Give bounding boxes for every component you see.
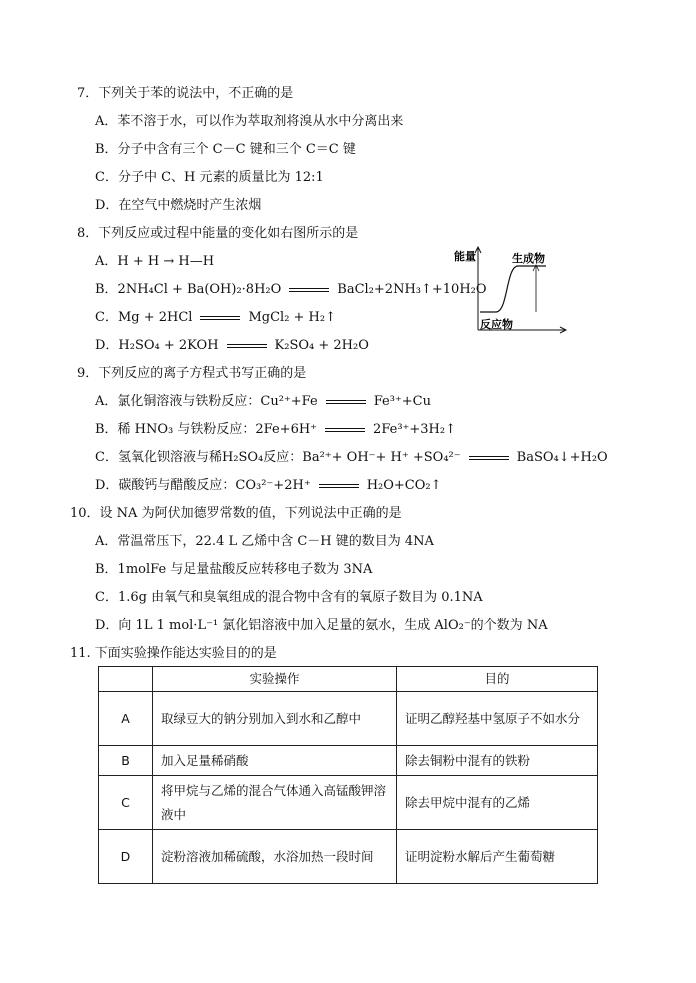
q9-option-c-left: C．氢氧化钡溶液与稀H₂SO₄反应：Ba²⁺+ OH⁻+ H⁺ +SO₄²⁻ bbox=[95, 450, 461, 465]
q7-option-b: B．分子中含有三个 C－C 键和三个 C＝C 键 bbox=[95, 142, 356, 157]
equation-arrow bbox=[319, 484, 359, 488]
q7-option-c: C．分子中 C、H 元素的质量比为 12:1 bbox=[95, 170, 324, 185]
q8-stem: 8．下列反应或过程中能量的变化如右图所示的是 bbox=[77, 226, 359, 241]
q8-option-b-left: B．2NH₄Cl + Ba(OH)₂·8H₂O bbox=[95, 282, 282, 297]
q10-stem: 10．设 NA 为阿伏加德罗常数的值，下列说法中正确的是 bbox=[70, 506, 402, 521]
q8-option-b bbox=[95, 278, 487, 297]
q8-option-c-right: MgCl₂ + H₂↑ bbox=[248, 310, 336, 325]
q7-stem: 7．下列关于苯的说法中，不正确的是 bbox=[77, 86, 294, 101]
operation-cell: 加入足量稀硝酸 bbox=[153, 746, 397, 776]
equation-arrow bbox=[289, 288, 329, 292]
q8-option-c-left: C．Mg + 2HCl bbox=[95, 310, 193, 325]
q9-option-b-left: B．稀 HNO₃ 与铁粉反应：2Fe+6H⁺ bbox=[95, 422, 318, 437]
product-label: 生成物 bbox=[512, 252, 545, 265]
q8-option-d-left: D．H₂SO₄ + 2KOH bbox=[95, 338, 219, 353]
table-row bbox=[99, 692, 598, 746]
y-axis-label: 能量 bbox=[454, 250, 476, 263]
equation-arrow bbox=[200, 316, 240, 320]
operation-cell: 取绿豆大的钠分别加入到水和乙醇中 bbox=[153, 692, 397, 746]
table-header-cell bbox=[99, 667, 153, 692]
table-header-row bbox=[99, 667, 598, 692]
row-label: A bbox=[99, 692, 153, 746]
purpose-cell: 证明淀粉水解后产生葡萄糖 bbox=[397, 830, 598, 884]
q8-option-c bbox=[95, 306, 336, 325]
q9-option-a-left: A．氯化铜溶液与铁粉反应：Cu²⁺+Fe bbox=[95, 394, 318, 409]
equation-arrow bbox=[326, 400, 366, 404]
table-row bbox=[99, 776, 598, 830]
q9-stem: 9．下列反应的离子方程式书写正确的是 bbox=[77, 366, 307, 381]
q7-option-a: A．苯不溶于水，可以作为萃取剂将溴从水中分离出来 bbox=[95, 114, 404, 129]
row-label: B bbox=[99, 746, 153, 776]
table-row bbox=[99, 746, 598, 776]
table-row bbox=[99, 830, 598, 884]
energy-diagram bbox=[452, 244, 572, 336]
purpose-cell: 证明乙醇羟基中氢原子不如水分 bbox=[397, 692, 598, 746]
operation-cell: 将甲烷与乙烯的混合气体通入高锰酸钾溶液中 bbox=[153, 776, 397, 830]
q9-option-d-right: H₂O+CO₂↑ bbox=[366, 478, 442, 493]
q9-option-d-left: D．碳酸钙与醋酸反应：CO₃²⁻+2H⁺ bbox=[95, 478, 311, 493]
operation-cell: 淀粉溶液加稀硫酸，水浴加热一段时间 bbox=[153, 830, 397, 884]
table-header-cell: 目的 bbox=[397, 667, 598, 692]
q8-option-d-right: K₂SO₄ + 2H₂O bbox=[274, 338, 369, 353]
q9-option-c-right: BaSO₄↓+H₂O bbox=[516, 450, 608, 465]
energy-diagram-svg bbox=[452, 244, 572, 336]
q8-option-d bbox=[95, 334, 369, 353]
q7-option-d: D．在空气中燃烧时产生浓烟 bbox=[95, 198, 262, 213]
equation-arrow bbox=[469, 456, 509, 460]
q10-option-b: B．1molFe 与足量盐酸反应转移电子数为 3NA bbox=[95, 562, 373, 577]
q9-option-b bbox=[95, 418, 456, 437]
row-label: C bbox=[99, 776, 153, 830]
q8-option-a: A．H + H → H—H bbox=[95, 254, 215, 269]
q11-stem: 11. 下面实验操作能达实验目的的是 bbox=[70, 646, 277, 661]
q10-option-c: C．1.6g 由氧气和臭氧组成的混合物中含有的氧原子数目为 0.1NA bbox=[95, 590, 483, 605]
purpose-cell: 除去甲烷中混有的乙烯 bbox=[397, 776, 598, 830]
purpose-cell: 除去铜粉中混有的铁粉 bbox=[397, 746, 598, 776]
q9-option-b-right: 2Fe³⁺+3H₂↑ bbox=[373, 422, 456, 437]
q9-option-c bbox=[95, 446, 608, 465]
equation-arrow bbox=[325, 428, 365, 432]
row-label: D bbox=[99, 830, 153, 884]
q10-option-d: D．向 1L 1 mol·L⁻¹ 氯化铝溶液中加入足量的氨水，生成 AlO₂⁻的个数为 NA bbox=[95, 618, 548, 633]
q9-option-d bbox=[95, 474, 442, 493]
q8-option-b-right: BaCl₂+2NH₃↑+10H₂O bbox=[337, 282, 487, 297]
equation-arrow bbox=[227, 344, 267, 348]
table-header-cell: 实验操作 bbox=[153, 667, 397, 692]
q9-option-a-right: Fe³⁺+Cu bbox=[373, 394, 431, 409]
q9-option-a bbox=[95, 390, 431, 409]
q10-option-a: A．常温常压下，22.4 L 乙烯中含 C－H 键的数目为 4NA bbox=[95, 534, 434, 549]
experiment-table bbox=[98, 666, 598, 884]
reactant-label: 反应物 bbox=[480, 318, 513, 331]
